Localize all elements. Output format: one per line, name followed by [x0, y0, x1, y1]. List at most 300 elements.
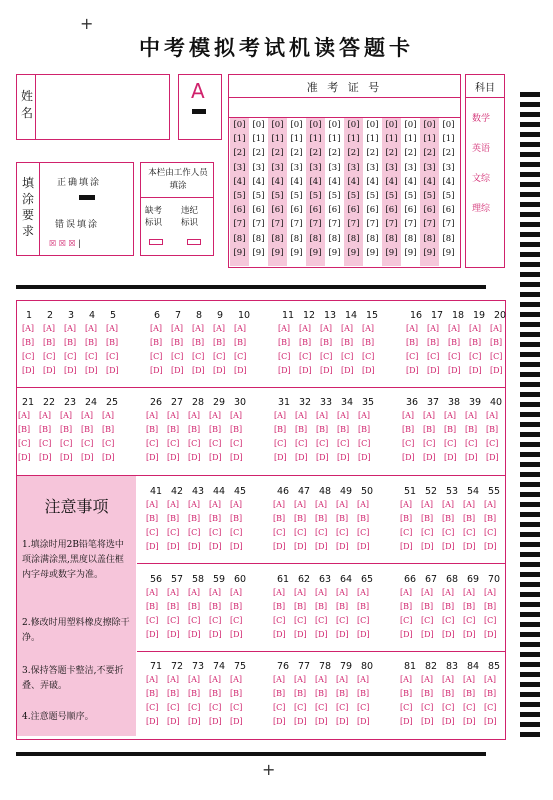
admission-digit-bubble[interactable]: [9] [271, 247, 284, 258]
answer-bubble[interactable]: [A] [484, 500, 497, 509]
answer-bubble[interactable]: [B] [315, 514, 328, 523]
answer-bubble[interactable]: [C] [421, 528, 434, 537]
admission-digit-column[interactable] [439, 118, 458, 266]
admission-digit-bubble[interactable]: [1] [347, 134, 360, 145]
admission-digit-bubble[interactable]: [1] [290, 134, 303, 145]
answer-bubble[interactable]: [D] [421, 542, 434, 551]
answer-bubble[interactable]: [D] [341, 366, 354, 375]
answer-bubble[interactable]: [B] [469, 338, 482, 347]
answer-bubble[interactable]: [D] [167, 542, 180, 551]
answer-bubble[interactable]: [C] [484, 528, 497, 537]
answer-bubble[interactable]: [A] [102, 411, 115, 420]
admission-digit-bubble[interactable]: [5] [366, 191, 379, 202]
answer-bubble[interactable]: [D] [146, 717, 159, 726]
admission-digit-bubble[interactable]: [7] [271, 219, 284, 230]
answer-bubble[interactable]: [C] [278, 352, 291, 361]
answer-bubble[interactable]: [D] [230, 453, 243, 462]
answer-bubble[interactable]: [C] [81, 439, 94, 448]
answer-bubble[interactable]: [A] [273, 588, 286, 597]
answer-bubble[interactable]: [A] [463, 675, 476, 684]
subject-math[interactable]: 数学 [472, 114, 491, 124]
admission-digit-bubble[interactable]: [2] [309, 148, 322, 159]
admission-digit-bubble[interactable]: [5] [290, 191, 303, 202]
answer-bubble[interactable]: [B] [337, 425, 350, 434]
answer-bubble[interactable]: [C] [336, 528, 349, 537]
answer-bubble[interactable]: [B] [427, 338, 440, 347]
answer-bubble[interactable]: [A] [490, 324, 503, 333]
admission-digit-bubble[interactable]: [3] [423, 162, 436, 173]
answer-bubble[interactable]: [A] [362, 324, 375, 333]
admission-digit-bubble[interactable]: [7] [347, 219, 360, 230]
answer-bubble[interactable]: [C] [171, 352, 184, 361]
admission-digit-bubble[interactable]: [3] [366, 162, 379, 173]
answer-bubble[interactable]: [B] [421, 514, 434, 523]
answer-bubble[interactable]: [D] [81, 453, 94, 462]
answer-bubble[interactable]: [C] [230, 703, 243, 712]
answer-bubble[interactable]: [B] [209, 425, 222, 434]
answer-bubble[interactable]: [C] [230, 439, 243, 448]
answer-bubble[interactable]: [B] [230, 602, 243, 611]
answer-bubble[interactable]: [A] [421, 588, 434, 597]
answer-bubble[interactable]: [D] [465, 453, 478, 462]
answer-bubble[interactable]: [B] [442, 689, 455, 698]
answer-bubble[interactable]: [B] [336, 602, 349, 611]
answer-bubble[interactable]: [D] [294, 630, 307, 639]
answer-bubble[interactable]: [C] [102, 439, 115, 448]
answer-bubble[interactable]: [B] [358, 425, 371, 434]
answer-bubble[interactable]: [C] [213, 352, 226, 361]
admission-digit-bubble[interactable]: [3] [347, 162, 360, 173]
admission-digit-bubble[interactable]: [0] [385, 120, 398, 130]
answer-bubble[interactable]: [C] [39, 439, 52, 448]
answer-bubble[interactable]: [C] [188, 528, 201, 537]
admission-digit-bubble[interactable]: [5] [442, 191, 455, 202]
admission-digit-bubble[interactable]: [6] [385, 205, 398, 216]
answer-bubble[interactable]: [C] [64, 352, 77, 361]
admission-digit-bubble[interactable]: [9] [233, 247, 246, 258]
admission-digit-bubble[interactable]: [9] [252, 247, 265, 258]
answer-bubble[interactable]: [A] [188, 500, 201, 509]
admission-digit-column[interactable] [382, 118, 401, 266]
answer-bubble[interactable]: [A] [295, 411, 308, 420]
admission-digit-bubble[interactable]: [4] [423, 176, 436, 187]
answer-bubble[interactable]: [C] [465, 439, 478, 448]
answer-bubble[interactable]: [A] [60, 411, 73, 420]
admission-digit-bubble[interactable]: [2] [252, 148, 265, 159]
answer-bubble[interactable]: [B] [336, 514, 349, 523]
answer-bubble[interactable]: [B] [357, 514, 370, 523]
answer-bubble[interactable]: [D] [209, 717, 222, 726]
answer-bubble[interactable]: [C] [167, 528, 180, 537]
answer-bubble[interactable]: [A] [150, 324, 163, 333]
answer-bubble[interactable]: [C] [402, 439, 415, 448]
admission-digit-bubble[interactable]: [4] [347, 176, 360, 187]
admission-digit-column[interactable] [268, 118, 287, 266]
admission-digit-bubble[interactable]: [5] [423, 191, 436, 202]
answer-bubble[interactable]: [D] [484, 542, 497, 551]
admission-digit-bubble[interactable]: [0] [252, 120, 265, 130]
answer-bubble[interactable]: [B] [278, 338, 291, 347]
answer-bubble[interactable]: [A] [167, 675, 180, 684]
answer-bubble[interactable]: [C] [448, 352, 461, 361]
answer-bubble[interactable]: [B] [273, 689, 286, 698]
admission-digit-bubble[interactable]: [6] [442, 205, 455, 216]
answer-bubble[interactable]: [D] [188, 453, 201, 462]
answer-bubble[interactable]: [C] [357, 616, 370, 625]
answer-bubble[interactable]: [A] [192, 324, 205, 333]
answer-bubble[interactable]: [A] [402, 411, 415, 420]
admission-digit-bubble[interactable]: [3] [309, 162, 322, 173]
admission-digit-bubble[interactable]: [7] [385, 219, 398, 230]
admission-digit-bubble[interactable]: [4] [328, 176, 341, 187]
answer-bubble[interactable]: [D] [486, 453, 499, 462]
answer-bubble[interactable]: [C] [192, 352, 205, 361]
answer-bubble[interactable]: [D] [188, 542, 201, 551]
answer-bubble[interactable]: [C] [209, 439, 222, 448]
answer-bubble[interactable]: [D] [274, 453, 287, 462]
answer-bubble[interactable]: [C] [106, 352, 119, 361]
answer-bubble[interactable]: [C] [469, 352, 482, 361]
answer-bubble[interactable]: [B] [230, 514, 243, 523]
admission-digit-bubble[interactable]: [7] [252, 219, 265, 230]
answer-bubble[interactable]: [B] [484, 689, 497, 698]
answer-bubble[interactable]: [B] [402, 425, 415, 434]
answer-bubble[interactable]: [A] [167, 411, 180, 420]
answer-bubble[interactable]: [A] [209, 500, 222, 509]
answer-bubble[interactable]: [D] [273, 717, 286, 726]
answer-bubble[interactable]: [C] [295, 439, 308, 448]
answer-bubble[interactable]: [A] [315, 500, 328, 509]
admission-digit-bubble[interactable]: [3] [271, 162, 284, 173]
admission-digit-column[interactable] [306, 118, 325, 266]
answer-bubble[interactable]: [D] [490, 366, 503, 375]
admission-digit-column[interactable] [325, 118, 344, 266]
answer-bubble[interactable]: [B] [448, 338, 461, 347]
answer-bubble[interactable]: [A] [188, 411, 201, 420]
answer-bubble[interactable]: [D] [362, 366, 375, 375]
answer-bubble[interactable]: [D] [421, 630, 434, 639]
admission-digit-bubble[interactable]: [3] [404, 162, 417, 173]
answer-bubble[interactable]: [B] [150, 338, 163, 347]
answer-bubble[interactable]: [D] [64, 366, 77, 375]
answer-bubble[interactable]: [D] [400, 717, 413, 726]
answer-bubble[interactable]: [A] [106, 324, 119, 333]
answer-bubble[interactable]: [D] [60, 453, 73, 462]
answer-bubble[interactable]: [B] [209, 602, 222, 611]
admission-digit-bubble[interactable]: [6] [423, 205, 436, 216]
answer-bubble[interactable]: [B] [146, 602, 159, 611]
admission-digit-bubble[interactable]: [9] [290, 247, 303, 258]
answer-bubble[interactable]: [A] [357, 500, 370, 509]
answer-bubble[interactable]: [B] [406, 338, 419, 347]
admission-digit-bubble[interactable]: [8] [366, 233, 379, 244]
answer-bubble[interactable]: [A] [171, 324, 184, 333]
answer-bubble[interactable]: [B] [209, 514, 222, 523]
answer-bubble[interactable]: [C] [274, 439, 287, 448]
admission-digit-bubble[interactable]: [0] [290, 120, 303, 130]
answer-bubble[interactable]: [A] [357, 675, 370, 684]
answer-bubble[interactable]: [A] [337, 411, 350, 420]
answer-bubble[interactable]: [A] [358, 411, 371, 420]
answer-bubble[interactable]: [D] [336, 630, 349, 639]
answer-bubble[interactable]: [C] [234, 352, 247, 361]
answer-bubble[interactable]: [C] [316, 439, 329, 448]
answer-bubble[interactable]: [C] [423, 439, 436, 448]
answer-bubble[interactable]: [B] [22, 338, 35, 347]
answer-bubble[interactable]: [C] [486, 439, 499, 448]
answer-bubble[interactable]: [B] [234, 338, 247, 347]
answer-bubble[interactable]: [B] [106, 338, 119, 347]
answer-bubble[interactable]: [D] [337, 453, 350, 462]
admission-digit-bubble[interactable]: [1] [309, 134, 322, 145]
answer-bubble[interactable]: [A] [421, 500, 434, 509]
answer-bubble[interactable]: [C] [315, 528, 328, 537]
admission-digit-bubble[interactable]: [2] [328, 148, 341, 159]
violation-mark[interactable] [187, 239, 201, 245]
answer-bubble[interactable]: [A] [230, 500, 243, 509]
answer-bubble[interactable]: [C] [188, 703, 201, 712]
answer-bubble[interactable]: [A] [463, 588, 476, 597]
answer-bubble[interactable]: [D] [273, 630, 286, 639]
answer-bubble[interactable]: [C] [273, 528, 286, 537]
admission-digit-bubble[interactable]: [8] [252, 233, 265, 244]
answer-bubble[interactable]: [C] [315, 703, 328, 712]
admission-digit-bubble[interactable]: [8] [290, 233, 303, 244]
answer-bubble[interactable]: [A] [486, 411, 499, 420]
answer-bubble[interactable]: [A] [230, 411, 243, 420]
answer-bubble[interactable]: [D] [357, 630, 370, 639]
answer-bubble[interactable]: [B] [463, 602, 476, 611]
answer-bubble[interactable]: [C] [22, 352, 35, 361]
answer-bubble[interactable]: [D] [357, 717, 370, 726]
answer-bubble[interactable]: [D] [423, 453, 436, 462]
answer-bubble[interactable]: [A] [465, 411, 478, 420]
admission-digit-bubble[interactable]: [7] [442, 219, 455, 230]
admission-digit-bubble[interactable]: [0] [366, 120, 379, 130]
answer-bubble[interactable]: [B] [146, 689, 159, 698]
answer-bubble[interactable]: [A] [357, 588, 370, 597]
admission-digit-bubble[interactable]: [6] [290, 205, 303, 216]
admission-digit-bubble[interactable]: [3] [442, 162, 455, 173]
answer-bubble[interactable]: [B] [230, 689, 243, 698]
answer-bubble[interactable]: [B] [64, 338, 77, 347]
admission-digit-bubble[interactable]: [8] [328, 233, 341, 244]
admission-digit-bubble[interactable]: [1] [328, 134, 341, 145]
answer-bubble[interactable]: [B] [146, 514, 159, 523]
answer-bubble[interactable]: [A] [484, 675, 497, 684]
answer-bubble[interactable]: [D] [316, 453, 329, 462]
admission-digit-bubble[interactable]: [6] [328, 205, 341, 216]
admission-digit-bubble[interactable]: [4] [309, 176, 322, 187]
answer-bubble[interactable]: [B] [273, 602, 286, 611]
subject-english[interactable]: 英语 [472, 144, 491, 154]
answer-bubble[interactable]: [B] [299, 338, 312, 347]
answer-bubble[interactable]: [C] [315, 616, 328, 625]
answer-bubble[interactable]: [A] [315, 675, 328, 684]
answer-bubble[interactable]: [D] [484, 717, 497, 726]
admission-digit-bubble[interactable]: [9] [328, 247, 341, 258]
admission-digit-bubble[interactable]: [9] [404, 247, 417, 258]
answer-bubble[interactable]: [D] [209, 542, 222, 551]
answer-bubble[interactable]: [D] [102, 453, 115, 462]
answer-bubble[interactable]: [A] [39, 411, 52, 420]
answer-bubble[interactable]: [C] [209, 703, 222, 712]
admission-digit-bubble[interactable]: [7] [233, 219, 246, 230]
answer-bubble[interactable]: [D] [299, 366, 312, 375]
admission-digit-bubble[interactable]: [3] [233, 162, 246, 173]
answer-bubble[interactable]: [D] [448, 366, 461, 375]
admission-digit-bubble[interactable]: [7] [290, 219, 303, 230]
answer-bubble[interactable]: [B] [465, 425, 478, 434]
answer-bubble[interactable]: [B] [274, 425, 287, 434]
answer-bubble[interactable]: [D] [442, 717, 455, 726]
answer-bubble[interactable]: [A] [146, 500, 159, 509]
answer-bubble[interactable]: [A] [448, 324, 461, 333]
answer-bubble[interactable]: [B] [294, 514, 307, 523]
answer-bubble[interactable]: [D] [400, 542, 413, 551]
admission-digit-bubble[interactable]: [0] [442, 120, 455, 130]
answer-bubble[interactable]: [B] [167, 602, 180, 611]
answer-bubble[interactable]: [D] [209, 453, 222, 462]
answer-bubble[interactable]: [C] [167, 439, 180, 448]
answer-bubble[interactable]: [C] [358, 439, 371, 448]
answer-bubble[interactable]: [B] [209, 689, 222, 698]
answer-bubble[interactable]: [C] [146, 703, 159, 712]
answer-bubble[interactable]: [C] [444, 439, 457, 448]
answer-bubble[interactable]: [D] [146, 453, 159, 462]
answer-bubble[interactable]: [B] [39, 425, 52, 434]
answer-bubble[interactable]: [B] [357, 689, 370, 698]
answer-bubble[interactable]: [A] [299, 324, 312, 333]
admission-digit-bubble[interactable]: [8] [423, 233, 436, 244]
answer-bubble[interactable]: [A] [209, 411, 222, 420]
answer-bubble[interactable]: [D] [167, 630, 180, 639]
admission-digit-bubble[interactable]: [1] [271, 134, 284, 145]
admission-digit-bubble[interactable]: [7] [404, 219, 417, 230]
answer-bubble[interactable]: [C] [427, 352, 440, 361]
admission-digit-bubble[interactable]: [2] [423, 148, 436, 159]
answer-bubble[interactable]: [A] [213, 324, 226, 333]
admission-digit-bubble[interactable]: [9] [366, 247, 379, 258]
answer-bubble[interactable]: [D] [336, 542, 349, 551]
answer-bubble[interactable]: [D] [43, 366, 56, 375]
answer-bubble[interactable]: [D] [146, 630, 159, 639]
answer-bubble[interactable]: [B] [484, 514, 497, 523]
answer-bubble[interactable]: [D] [402, 453, 415, 462]
answer-bubble[interactable]: [C] [43, 352, 56, 361]
admission-digit-bubble[interactable]: [9] [423, 247, 436, 258]
answer-bubble[interactable]: [D] [230, 630, 243, 639]
answer-bubble[interactable]: [B] [421, 602, 434, 611]
answer-bubble[interactable]: [A] [423, 411, 436, 420]
admission-digit-bubble[interactable]: [3] [252, 162, 265, 173]
answer-bubble[interactable]: [A] [230, 675, 243, 684]
answer-bubble[interactable]: [B] [167, 514, 180, 523]
admission-digit-bubble[interactable]: [4] [271, 176, 284, 187]
answer-bubble[interactable]: [A] [294, 500, 307, 509]
answer-bubble[interactable]: [C] [60, 439, 73, 448]
answer-bubble[interactable]: [B] [486, 425, 499, 434]
answer-bubble[interactable]: [C] [341, 352, 354, 361]
answer-bubble[interactable]: [C] [362, 352, 375, 361]
admission-digit-bubble[interactable]: [5] [309, 191, 322, 202]
answer-bubble[interactable]: [D] [273, 542, 286, 551]
answer-bubble[interactable]: [C] [209, 616, 222, 625]
answer-bubble[interactable]: [C] [400, 528, 413, 537]
admission-digit-bubble[interactable]: [6] [309, 205, 322, 216]
admission-digit-bubble[interactable]: [5] [385, 191, 398, 202]
admission-digit-bubble[interactable]: [8] [347, 233, 360, 244]
answer-bubble[interactable]: [C] [463, 616, 476, 625]
answer-bubble[interactable]: [C] [167, 616, 180, 625]
answer-bubble[interactable]: [C] [442, 616, 455, 625]
answer-bubble[interactable]: [A] [274, 411, 287, 420]
answer-bubble[interactable]: [D] [39, 453, 52, 462]
answer-bubble[interactable]: [D] [146, 542, 159, 551]
answer-bubble[interactable]: [B] [400, 602, 413, 611]
answer-bubble[interactable]: [C] [273, 703, 286, 712]
answer-bubble[interactable]: [A] [336, 588, 349, 597]
answer-bubble[interactable]: [B] [188, 425, 201, 434]
name-box[interactable] [16, 74, 170, 140]
answer-bubble[interactable]: [C] [463, 528, 476, 537]
answer-bubble[interactable]: [D] [421, 717, 434, 726]
subject-liberal-arts[interactable]: 文综 [472, 174, 491, 184]
answer-bubble[interactable]: [A] [146, 675, 159, 684]
answer-bubble[interactable]: [A] [294, 675, 307, 684]
answer-bubble[interactable]: [C] [85, 352, 98, 361]
admission-digit-bubble[interactable]: [1] [442, 134, 455, 145]
answer-bubble[interactable]: [D] [188, 717, 201, 726]
answer-bubble[interactable]: [C] [294, 703, 307, 712]
answer-bubble[interactable]: [D] [315, 542, 328, 551]
answer-bubble[interactable]: [C] [442, 528, 455, 537]
answer-bubble[interactable]: [C] [400, 703, 413, 712]
answer-bubble[interactable]: [D] [213, 366, 226, 375]
answer-bubble[interactable]: [A] [442, 675, 455, 684]
answer-bubble[interactable]: [B] [230, 425, 243, 434]
answer-bubble[interactable]: [A] [484, 588, 497, 597]
answer-bubble[interactable]: [C] [230, 616, 243, 625]
admission-digit-bubble[interactable]: [0] [423, 120, 436, 130]
answer-bubble[interactable]: [D] [463, 717, 476, 726]
answer-bubble[interactable]: [C] [146, 439, 159, 448]
admission-digit-bubble[interactable]: [7] [366, 219, 379, 230]
answer-bubble[interactable]: [D] [469, 366, 482, 375]
admission-digit-bubble[interactable]: [9] [442, 247, 455, 258]
answer-bubble[interactable]: [C] [421, 703, 434, 712]
answer-bubble[interactable]: [C] [294, 616, 307, 625]
answer-bubble[interactable]: [A] [294, 588, 307, 597]
answer-bubble[interactable]: [D] [463, 542, 476, 551]
answer-bubble[interactable]: [A] [427, 324, 440, 333]
admission-digit-bubble[interactable]: [8] [271, 233, 284, 244]
answer-bubble[interactable]: [A] [22, 324, 35, 333]
admission-digit-bubble[interactable]: [4] [252, 176, 265, 187]
admission-digit-bubble[interactable]: [9] [309, 247, 322, 258]
admission-digit-bubble[interactable]: [3] [328, 162, 341, 173]
admission-digit-grid[interactable] [230, 118, 458, 266]
admission-digit-bubble[interactable]: [9] [347, 247, 360, 258]
admission-digit-bubble[interactable]: [2] [404, 148, 417, 159]
answer-bubble[interactable]: [D] [320, 366, 333, 375]
answer-bubble[interactable]: [D] [150, 366, 163, 375]
answer-bubble[interactable]: [A] [188, 588, 201, 597]
admission-digit-bubble[interactable]: [1] [404, 134, 417, 145]
answer-bubble[interactable]: [C] [230, 528, 243, 537]
answer-bubble[interactable]: [B] [490, 338, 503, 347]
admission-digit-bubble[interactable]: [7] [328, 219, 341, 230]
